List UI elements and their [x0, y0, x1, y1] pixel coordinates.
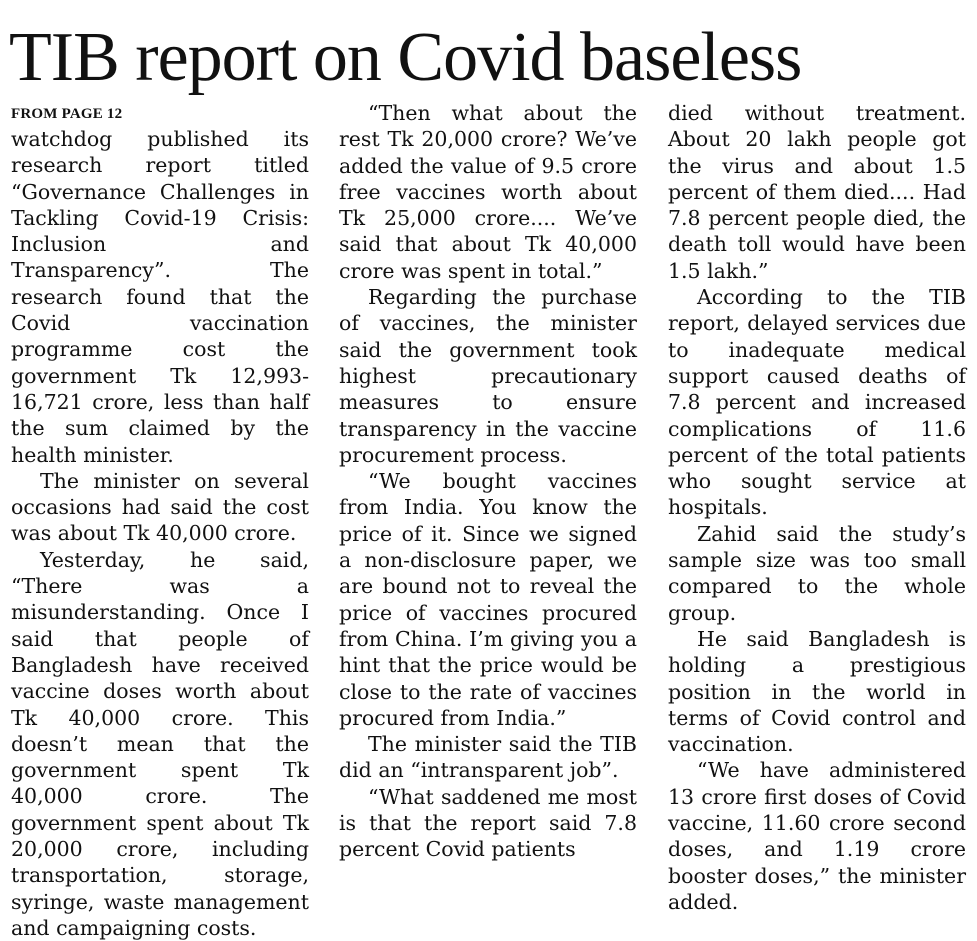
article-column-2 [339, 100, 637, 863]
paragraph: He said Bangladesh is holding a prestigious position in the world in terms of Covid control and vaccination. [668, 626, 966, 757]
headline: TIB report on Covid baseless [9, 19, 802, 96]
article-column-3 [668, 100, 966, 915]
paragraph: “Then what about the rest Tk 20,000 crore? We’ve added the value of 9.5 crore free vaccines worth about Tk 25,000 crore.... We’ve said that about Tk 40,000 crore was spent in total.” [339, 101, 637, 283]
paragraph: The minister on several occasions had said the cost was about Tk 40,000 crore. [11, 468, 309, 546]
paragraph: watchdog published its research report titled “Governance Challenges in Tackling Covid-19 Crisis: Inclusion and Transparency”. The research found that the Covid vaccination programme cost the government Tk 12,993-16,721 crore, less than half the sum claimed by the health minister. [11, 127, 309, 467]
paragraph: “We bought vaccines from India. You know the price of it. Since we signed a non-disclosure paper, we are bound not to reveal the price of vaccines procured from China. I’m giving you a hint that the price would be close to the rate of vaccines procured from India.” [339, 469, 637, 730]
continued-from-label: FROM PAGE 12 [11, 106, 123, 122]
article-column-1 [11, 102, 309, 941]
paragraph: died without treatment. About 20 lakh people got the virus and about 1.5 percent of them died.... Had 7.8 percent people died, the death toll would have been 1.5 lakh.” [668, 101, 966, 283]
paragraph: Yesterday, he said, “There was a misunderstanding. Once I said that people of Bangladesh have received vaccine doses worth about Tk 40,000 crore. This doesn’t mean that the government spent Tk 40,000 crore. The government spent about Tk 20,000 crore, including transportation, storage, syringe, waste management and campaigning costs. [11, 547, 309, 940]
paragraph: Regarding the purchase of vaccines, the minister said the government took highest precautionary measures to ensure transparency in the vaccine procurement process. [339, 285, 637, 467]
paragraph: “What saddened me most is that the report said 7.8 percent Covid patients [339, 784, 637, 862]
paragraph: According to the TIB report, delayed services due to inadequate medical support caused deaths of 7.8 percent and increased complications of 11.6 percent of the total patients who sought service at hospitals. [668, 285, 966, 520]
paragraph: “We have administered 13 crore first doses of Covid vaccine, 11.60 crore second doses, and 1.19 crore booster doses,” the minister added. [668, 758, 966, 914]
paragraph: The minister said the TIB did an “intransparent job”. [339, 732, 637, 783]
paragraph: Zahid said the study’s sample size was too small compared to the whole group. [668, 521, 966, 625]
